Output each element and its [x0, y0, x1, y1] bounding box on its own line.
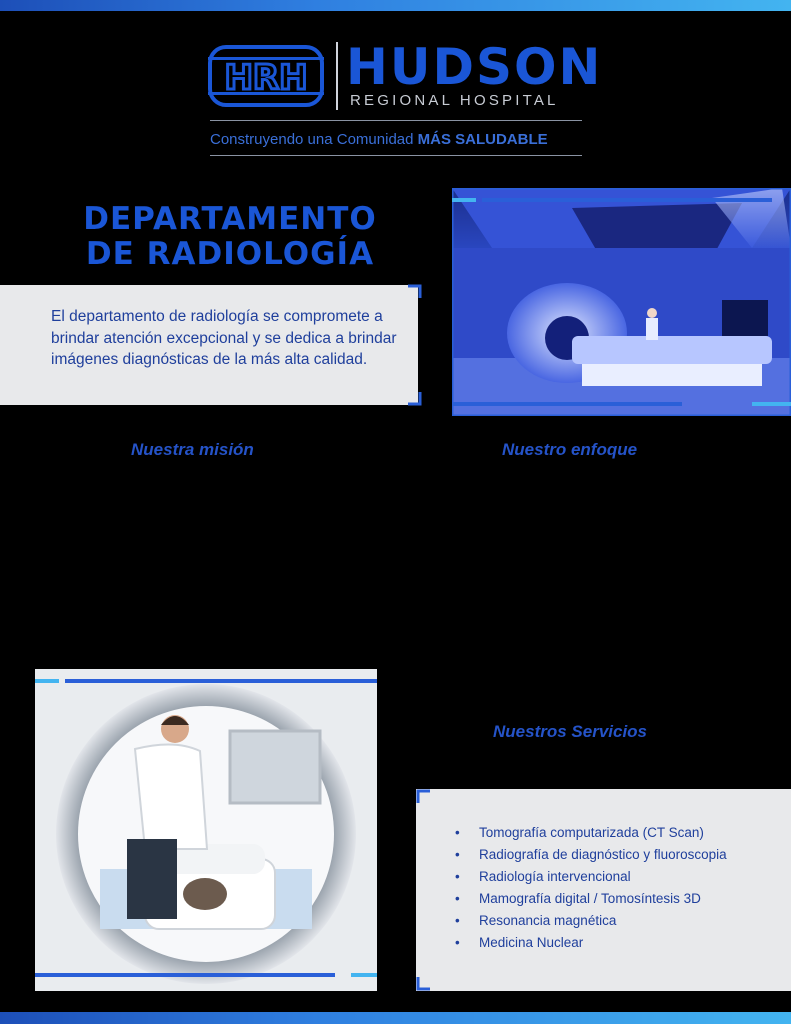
- ct-scan-photo: [35, 669, 377, 991]
- mission-heading: Nuestra misión: [131, 440, 254, 459]
- corner-bracket-icon: [408, 284, 422, 298]
- tagline-rule-bottom: [210, 155, 582, 156]
- corner-bracket-icon: [416, 977, 430, 991]
- list-item: • Mamografía digital / Tomosíntesis 3D: [455, 888, 727, 910]
- logo-subtitle: REGIONAL HOSPITAL: [350, 92, 559, 109]
- list-item: • Resonancia magnética: [455, 910, 727, 932]
- page-title: DEPARTAMENTO DE RADIOLOGÍA: [83, 201, 377, 272]
- mri-room-photo: [452, 188, 791, 416]
- bullet-icon: •: [455, 913, 460, 928]
- hrh-logo-icon: [208, 45, 324, 107]
- tagline-rule-top: [210, 120, 582, 121]
- bullet-icon: •: [455, 935, 460, 950]
- svg-text:HRH: HRH: [224, 58, 308, 98]
- corner-bracket-icon: [416, 789, 430, 803]
- bullet-icon: •: [455, 825, 460, 840]
- logo-name: HUDSON: [346, 38, 603, 96]
- tagline: Construyendo una Comunidad MÁS SALUDABLE: [210, 131, 548, 148]
- logo-divider: [336, 42, 338, 110]
- list-item: • Radiografía de diagnóstico y fluoroscopia: [455, 844, 727, 866]
- corner-bracket-icon: [408, 392, 422, 406]
- bullet-icon: •: [455, 891, 460, 906]
- services-list: [455, 822, 727, 954]
- list-item: • Medicina Nuclear: [455, 932, 727, 954]
- bottom-accent-bar: [0, 1012, 791, 1024]
- focus-heading: Nuestro enfoque: [502, 440, 638, 459]
- top-accent-bar: [0, 0, 791, 11]
- bullet-icon: •: [455, 847, 460, 862]
- bullet-icon: •: [455, 869, 460, 884]
- list-item: • Radiología intervencional: [455, 866, 727, 888]
- services-heading: Nuestros Servicios: [493, 722, 648, 741]
- list-item: • Tomografía computarizada (CT Scan): [455, 822, 727, 844]
- intro-text: El departamento de radiología se compromete a brindar atención excepcional y se dedica a brindar imágenes diagnósticas de la más alta calidad.: [51, 308, 397, 368]
